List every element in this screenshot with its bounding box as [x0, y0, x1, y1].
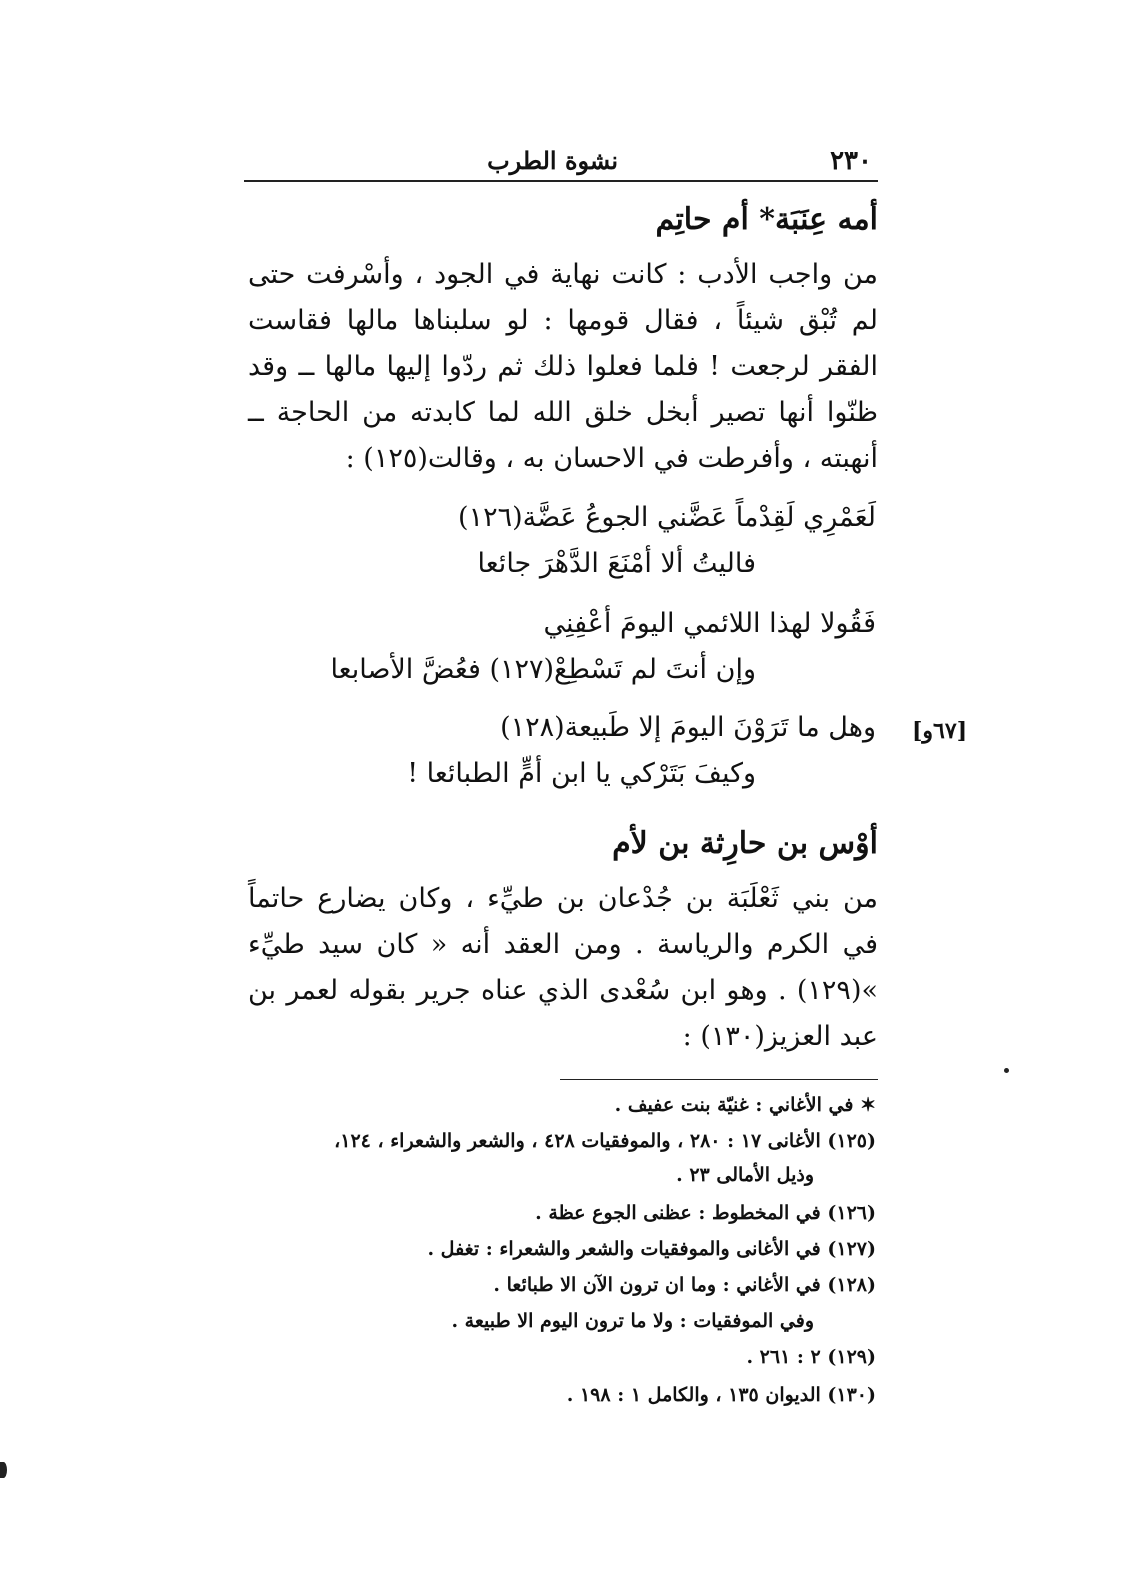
footnote-4: (١٢٧) في الأغانى والموفقيات والشعر والشعراء : تغفل .: [427, 1238, 876, 1260]
footnote-divider: [560, 1079, 878, 1080]
footnote-3: (١٢٦) في المخطوط : عظنى الجوع عظة .: [535, 1202, 876, 1224]
folio-margin-note: [٦٧و]: [912, 718, 968, 744]
poem-line-4: وإن أنتَ لم تَسْطِعْ(١٢٧) فعُضَّ الأصابعا: [330, 654, 756, 685]
scan-speck: [1004, 1068, 1009, 1073]
scan-speck: [0, 1462, 7, 1478]
poem-line-2: فاليتُ ألا أمْنَعَ الدَّهْرَ جائعا: [477, 548, 756, 579]
footnote-5: (١٢٨) في الأغاني : وما ان ترون الآن الا طبائعا .: [493, 1274, 876, 1296]
footnote-1: ✶ في الأغاني : غنيّة بنت عفيف .: [614, 1094, 876, 1116]
footnote-7: (١٣٠) الديوان ١٣٥ ، والكامل ١ : ١٩٨ .: [566, 1384, 876, 1406]
section-paragraph-2: من بني ثَعْلَبَة بن جُدْعان بن طيِّء ، وكان يضارع حاتماً في الكرم والرياسة . ومن العقد أنه « كان سيد طيِّء »(١٢٩) . وهو ابن سُعْدى الذي عناه جرير بقوله لعمر بن عبد العزيز(١٣٠) :: [248, 883, 878, 1052]
section-paragraph-1: من واجب الأدب : كانت نهاية في الجود ، وأسْرفت حتى لم تُبْق شيئاً ، فقال قومها : لو سلبناها مالها فقاست الفقر لرجعت ! فلما فعلوا ذلك ثم ردّوا إليها مالها ــ وقد ظنّوا أنها تصير أبخل خلق الله لما كابدته من الحاجة ــ أنهبته ، وأفرطت في الاحسان به ، وقالت(١٢٥) :: [248, 259, 878, 474]
poem-line-5: وهل ما تَرَوْنَ اليومَ إلا طَبيعة(١٢٨): [500, 712, 876, 743]
page-number: ٢٣٠: [830, 146, 872, 176]
poem-line-6: وكيفَ بَتَرْكي يا ابن أمٍّ الطبائعا !: [407, 758, 756, 789]
section-title-2: أوْس بن حارِثة بن لأم: [612, 826, 878, 861]
footnote-2: (١٢٥) الأغانى ١٧ : ٢٨٠ ، والموفقيات ٤٢٨ ، والشعر والشعراء ، ١٢٤،: [334, 1130, 876, 1152]
footnote-2-cont: وذيل الأمالى ٢٣ .: [676, 1164, 814, 1186]
poem-line-1: لَعَمْرِي لَقِدْماً عَضَّني الجوعُ عَضَّة(١٢٦): [458, 502, 876, 533]
page-header: [244, 138, 878, 182]
footnote-6: (١٢٩) ٢ : ٢٦١ .: [746, 1346, 876, 1368]
poem-line-3: فَقُولا لهذا اللائمي اليومَ أعْفِنِي: [543, 608, 876, 639]
section-title-1: أمه عِنَبَة* أم حاتِم: [655, 202, 878, 237]
footnote-5-cont: وفي الموفقيات : ولا ما ترون اليوم الا طبيعة .: [451, 1310, 814, 1332]
running-title: نشوة الطرب: [487, 146, 618, 175]
